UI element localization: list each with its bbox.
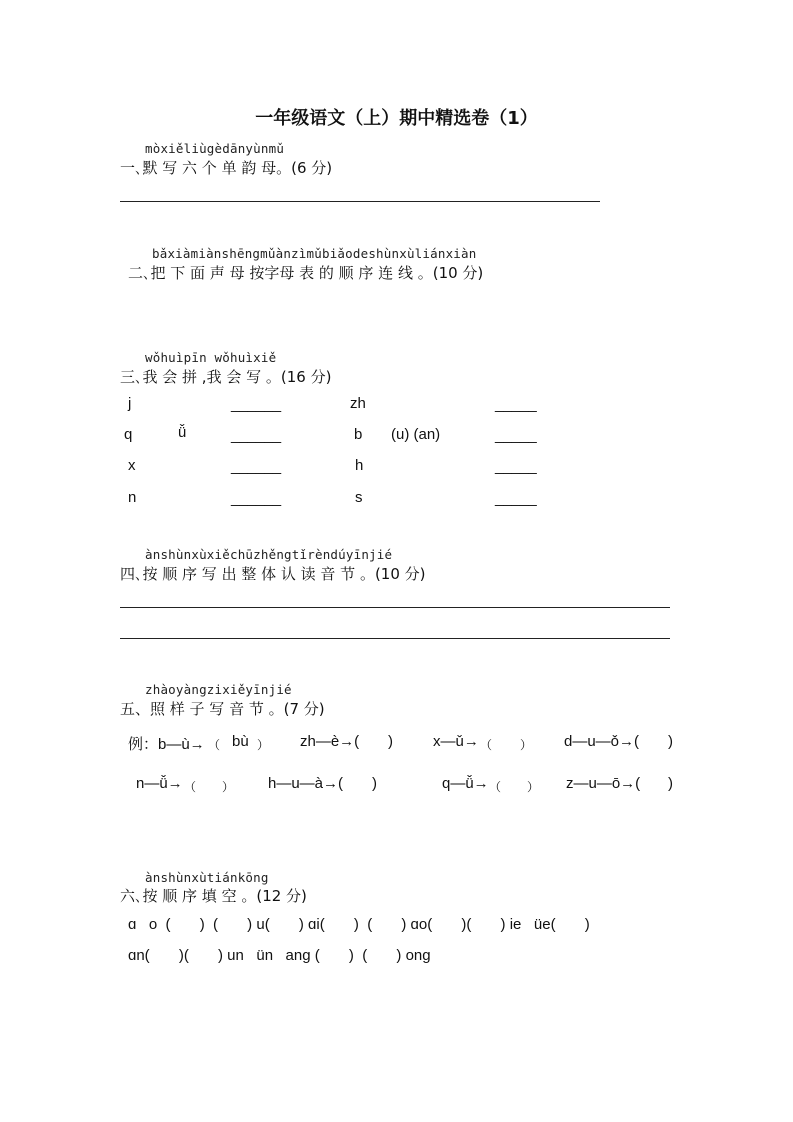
page-title: 一年级语文（上）期中精选卷（1）: [255, 108, 538, 129]
q1-pinyin: mòxiěliùgèdānyùnmǔ: [145, 141, 285, 156]
q4-answer-line-1: [120, 607, 670, 608]
q3-row4-blank-right: _____: [495, 490, 537, 507]
q5-example-answer: bù: [232, 733, 249, 750]
q3-row1-blank-right: _____: [495, 396, 537, 413]
q3-pinyin: wǒhuìpīn wǒhuìxiě: [145, 350, 277, 365]
q5-item-qu-open: （: [489, 780, 502, 794]
q1-answer-line: [120, 201, 600, 202]
q6-line-2: ɑn( )( ) un ün ang ( ) ( ) ong: [128, 947, 431, 964]
q5-item-qu: q—ǚ→: [442, 775, 489, 792]
q3-row3-left: x: [128, 457, 136, 474]
q5-item-hua: h—u—à→(: [268, 775, 344, 792]
q3-row1-left: j: [128, 395, 132, 412]
q3-row2-blank-left: ______: [231, 427, 282, 444]
q5-item-duo: d—u—ǒ→(: [564, 733, 640, 750]
q6-heading: 六､按 顺 序 填 空 。(12 分): [120, 887, 307, 905]
q3-row2-right-mid: (u) (an): [391, 426, 441, 443]
q5-item-xu-open: （: [480, 738, 493, 752]
q5-item-nv-open: （: [184, 780, 197, 794]
q5-item-xu-close: ）: [520, 738, 533, 752]
q5-item-zuo: z—u—ō→(: [566, 775, 641, 792]
q3-row2-right: b: [354, 426, 363, 443]
q3-row3-right: h: [355, 457, 364, 474]
q5-example-paren-close: ）: [257, 738, 270, 752]
q2-pinyin: bǎxiàmiànshēngmǔànzìmǔbiǎodeshùnxùliánxiàn: [152, 246, 477, 261]
q3-row2-blank-right: _____: [495, 427, 537, 444]
q5-item-xu: x—ǔ→: [433, 733, 479, 750]
q5-example-text: 例：b—ù→: [128, 736, 205, 753]
q3-row2-left: q: [124, 426, 133, 443]
q3-row1-right: zh: [350, 395, 366, 412]
q3-row4-left: n: [128, 489, 137, 506]
q5-item-qu-close: ）: [527, 780, 540, 794]
q5-item-zhe: zh—è→(: [300, 733, 360, 750]
q3-row3-blank-left: ______: [231, 458, 282, 475]
q5-item-zuo-close: ): [668, 775, 673, 792]
q5-item-nv-close: ）: [222, 780, 235, 794]
q2-heading: 二､把 下 面 声 母 按字母 表 的 顺 序 连 线 。(10 分): [128, 264, 484, 282]
q4-heading: 四､按 顺 序 写 出 整 体 认 读 音 节 。(10 分): [120, 565, 426, 583]
q1-heading: 一､默 写 六 个 单 韵 母。(6 分): [120, 159, 333, 177]
q5-heading: 五、照 样 子 写 音 节 。(7 分): [120, 700, 325, 718]
q3-row2-mid: ǚ: [178, 424, 187, 441]
q6-pinyin: ànshùnxùtiánkōng: [145, 870, 269, 885]
q5-pinyin: zhàoyàngzixiěyīnjié: [145, 682, 292, 697]
q3-row4-blank-left: ______: [231, 490, 282, 507]
q5-item-zhe-close: ): [388, 733, 393, 750]
q3-row1-blank-left: ______: [231, 396, 282, 413]
q5-item-duo-close: ): [668, 733, 673, 750]
q5-item-hua-close: ): [372, 775, 377, 792]
q3-row3-blank-right: _____: [495, 458, 537, 475]
q5-item-nv: n—ǚ→: [136, 775, 183, 792]
q3-heading: 三､我 会 拼 ,我 会 写 。(16 分): [120, 368, 332, 386]
q4-pinyin: ànshùnxùxiěchūzhěngtǐrèndúyīnjié: [145, 547, 393, 562]
q5-example-paren-open: （: [208, 738, 221, 752]
q4-answer-line-2: [120, 638, 670, 639]
q6-line-1: ɑ o ( ) ( ) u( ) ɑi( ) ( ) ɑo( )( ) ie üe( ): [128, 916, 590, 933]
q3-row4-right: s: [355, 489, 363, 506]
